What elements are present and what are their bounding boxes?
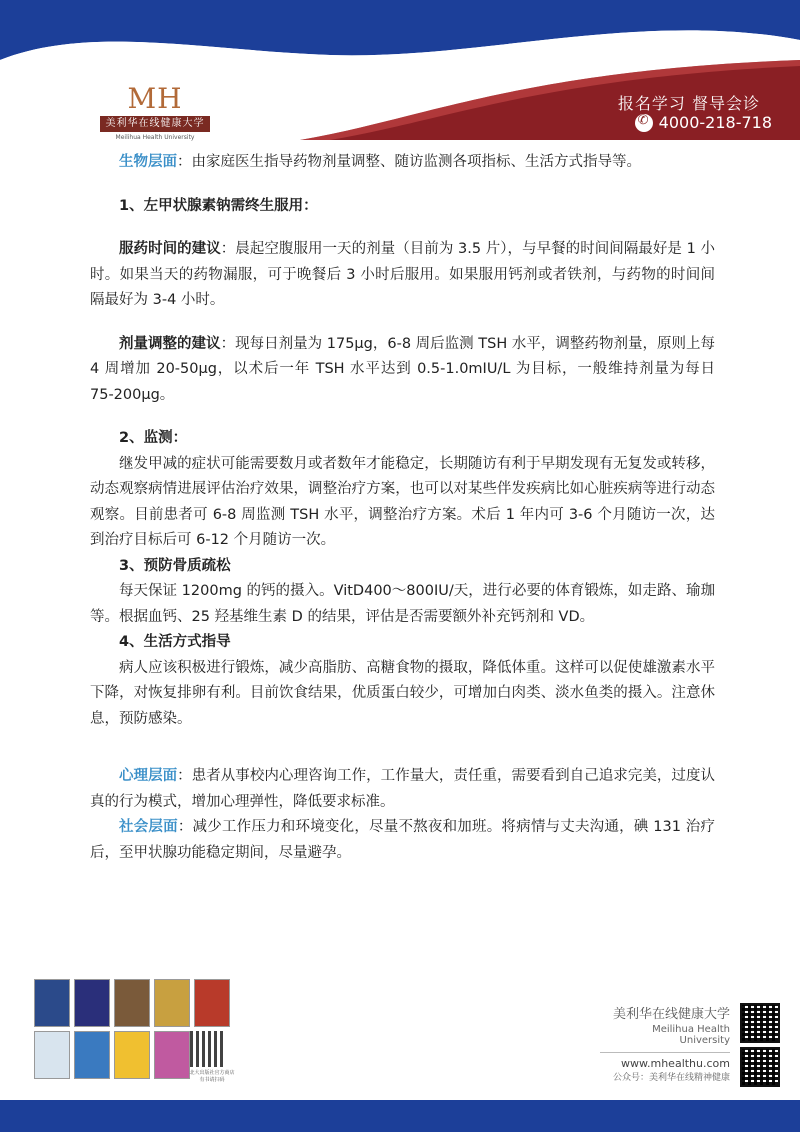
hotline-number: 4000-218-718 — [658, 113, 772, 132]
section-2-title: 2、监测： — [119, 430, 188, 446]
book-cover[interactable] — [154, 979, 190, 1027]
section-3-title: 3、预防骨质疏松 — [119, 557, 231, 574]
header-slogan: 报名学习 督导会诊 — [617, 94, 760, 113]
section-1-title: 1、左甲状腺素钠需终生服用： — [119, 197, 318, 214]
qr-code-top[interactable] — [740, 1003, 780, 1043]
section-3-text: 每天保证 1200mg 的钙的摄入。VitD400～800IU/天，进行必要的体育锻炼，如走路、瑜珈等。根据血钙、25 羟基维生素 D 的结果，评估是否需要额外补充钙剂和 VD。 — [90, 583, 715, 625]
bio-label: 生物层面 — [119, 154, 177, 170]
psych-text: ：患者从事校内心理咨询工作，工作量大，责任重，需要看到自己追求完美，过度认真的行为模式，增加心理弹性，降低要求标准。 — [90, 768, 716, 810]
bookstore-caption: 北大出版社官方商店 有书请扫码 — [189, 1070, 235, 1083]
hotline[interactable] — [635, 113, 772, 132]
section-4-title: 4、生活方式指导 — [119, 634, 231, 650]
logo-english-text: Meilihua Health University — [115, 134, 195, 141]
book-cover[interactable] — [74, 1031, 110, 1079]
footer-divider — [600, 1052, 730, 1053]
section-4-text: 病人应该积极进行锻炼，减少高脂肪、高糖食物的摄取，降低体重。这样可以促使雄激素水平下降，对恢复排卵有利。目前饮食结果，优质蛋白较少，可增加白肉类、淡水鱼类的摄入。注意休息，预防感染。 — [90, 659, 715, 727]
bio-paragraph — [90, 150, 715, 176]
document-body — [90, 150, 715, 866]
dosing-time-text: ：晨起空腹服用一天的剂量（目前为 3.5 片），与早餐的时间间隔最好是 1 小时。如果当天的药物漏服，可于晚餐后 3 小时后服用。如果服用钙剂或者铁剂，与药物的时间间隔最好为 3-4 小时。 — [90, 241, 715, 308]
logo-mark: MH — [127, 82, 183, 115]
psych-label: 心理层面 — [119, 768, 178, 784]
book-cover[interactable] — [74, 979, 110, 1027]
footer-bar — [0, 1100, 800, 1132]
dosing-time-label: 服药时间的建议 — [119, 241, 221, 257]
book-cover[interactable] — [154, 1031, 190, 1079]
dosing-time-paragraph — [90, 237, 715, 314]
bookstore-qr-code[interactable] — [190, 1031, 226, 1067]
social-text: ：减少工作压力和环境变化，尽量不熬夜和加班。将病情与丈夫沟通，碘 131 治疗后，至甲状腺功能稳定期间，尽量避孕。 — [90, 819, 715, 861]
university-logo[interactable] — [100, 78, 210, 146]
section-2-text: 继发甲减的症状可能需要数月或者数年才能稳定，长期随访有利于早期发现有无复发或转移，动态观察病情进展评估治疗效果，调整治疗方案，也可以对某些伴发疾病比如心脏疾病等进行动态观察。目前患者可 6-8 周监测 TSH 水平，调整治疗方案。术后 1 年内可 3-6 个月随访一次，达到治疗目标后可 6-12 个月随访一次。 — [90, 455, 715, 548]
footer-brand — [600, 1003, 730, 1083]
footer-brand-cn: 美利华在线健康大学 — [612, 1007, 730, 1022]
footer-website-link[interactable]: www.mhealthu.com — [621, 1057, 730, 1070]
dose-adjust-paragraph — [90, 332, 715, 409]
book-cover[interactable] — [34, 1031, 70, 1079]
book-thumbnails[interactable] — [30, 975, 240, 1085]
social-label: 社会层面 — [119, 819, 178, 835]
phone-icon — [635, 114, 653, 132]
book-cover[interactable] — [114, 1031, 150, 1079]
logo-ribbon-text: 美利华在线健康大学 — [100, 116, 210, 132]
book-cover[interactable] — [34, 979, 70, 1027]
footer-wechat: 公众号：美利华在线精神健康 — [612, 1073, 730, 1083]
social-paragraph — [90, 815, 715, 866]
footer-brand-en: Meilihua Health University — [652, 1024, 730, 1046]
dose-adjust-label: 剂量调整的建议 — [119, 335, 221, 352]
bio-text: ：由家庭医生指导药物剂量调整、随访监测各项指标、生活方式指导等。 — [177, 154, 641, 170]
dose-adjust-text: ：现每日剂量为 175μg，6-8 周后监测 TSH 水平，调整药物剂量，原则上每 4 周增加 20-50μg，以术后一年 TSH 水平达到 0.5-1.0mIU/L 为目标，一般维持剂量为每日 75-200μg。 — [90, 335, 716, 403]
book-cover[interactable] — [114, 979, 150, 1027]
book-cover[interactable] — [194, 979, 230, 1027]
psych-paragraph — [90, 764, 715, 815]
footer-strip — [0, 1095, 800, 1098]
qr-code-bottom[interactable] — [740, 1047, 780, 1087]
